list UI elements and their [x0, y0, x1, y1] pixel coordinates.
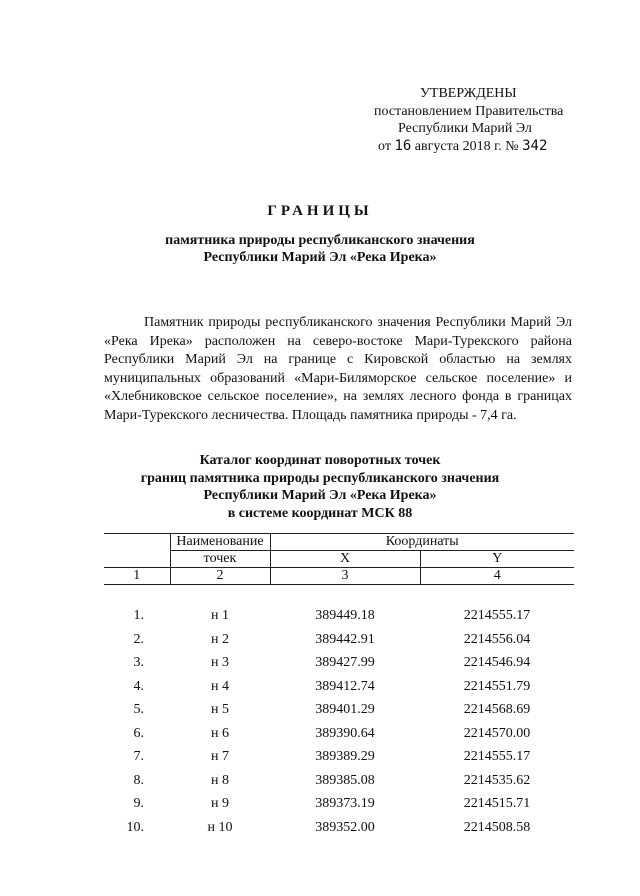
point-name: н 1	[211, 608, 229, 623]
catalog-line-4: в системе координат МСК 88	[227, 505, 413, 521]
row-index: 6.	[133, 725, 144, 741]
coord-y: 2214570.00	[463, 725, 531, 741]
coord-y: 2214508.58	[463, 819, 531, 835]
header-y: Y	[420, 551, 574, 568]
document-number: 342	[522, 137, 548, 154]
coord-y: 2214555.17	[463, 608, 531, 623]
table-row	[104, 632, 574, 656]
col-number-3: 3	[270, 568, 420, 585]
coord-y: 2214568.69	[463, 702, 531, 717]
table-row	[104, 796, 574, 820]
table-row	[104, 608, 574, 632]
subtitle-line-2: Республики Марий Эл «Река Ирека»	[203, 250, 437, 265]
approval-resolution: постановлением Правительства	[374, 103, 564, 119]
coord-y: 2214535.62	[463, 772, 531, 788]
col-number-2: 2	[170, 568, 270, 585]
point-name: н 5	[211, 702, 229, 717]
coord-y: 2214551.79	[463, 678, 531, 694]
row-index: 10.	[126, 819, 144, 835]
col-number-1: 1	[104, 568, 170, 585]
point-name: н 6	[211, 725, 229, 741]
approval-republic: Республики Марий Эл	[398, 121, 532, 136]
catalog-line-2: границ памятника природы республиканского значения	[140, 470, 500, 486]
header-coordinates: Координаты	[270, 534, 574, 551]
coord-y: 2214546.94	[463, 655, 531, 670]
approval-date-line	[360, 138, 610, 156]
point-name: н 2	[211, 631, 229, 647]
date-rest: августа 2018 г. №	[414, 138, 519, 154]
document-title: ГРАНИЦЫ	[267, 203, 373, 219]
table-row	[104, 749, 574, 773]
coord-x: 389442.91	[315, 631, 375, 647]
point-name: н 7	[211, 749, 229, 764]
coord-y: 2214515.71	[463, 796, 531, 811]
table-row	[104, 820, 574, 844]
subtitle-line-1: памятника природы республиканского значения	[165, 233, 475, 248]
point-name: н 9	[211, 796, 229, 811]
table-row	[104, 679, 574, 703]
coord-x: 389352.00	[315, 819, 375, 835]
row-index: 4.	[133, 678, 144, 694]
row-index: 5.	[133, 702, 144, 717]
approval-title: УТВЕРЖДЕНЫ	[420, 86, 517, 101]
coordinates-table-header	[104, 533, 574, 585]
description-paragraph: Памятник природы республиканского значения Республики Марий Эл «Река Ирека» расположен на северо-востоке Мари-Турекского района Республики Марий Эл на границе с Кировской областью на землях муниципальных образований «Мари-Биляморское сельское поселение» и «Хлебниковское сельское поселение», на землях лесного фонда в границах Мари-Турекского лесничества. Площадь памятника природы - 7,4 га.	[104, 315, 572, 423]
coord-x: 389373.19	[315, 796, 375, 811]
row-index: 2.	[133, 631, 144, 647]
point-name: н 3	[211, 655, 229, 670]
coord-x: 389401.29	[315, 702, 375, 717]
header-name-line-2: точек	[170, 551, 270, 568]
row-index: 3.	[133, 655, 144, 670]
header-name-line-1: Наименование	[170, 534, 270, 551]
date-day: 16	[394, 137, 412, 154]
coord-y: 2214555.17	[463, 749, 531, 764]
document-subtitle	[0, 232, 640, 266]
header-empty-cell	[104, 534, 170, 568]
row-index: 1.	[133, 608, 144, 623]
point-name: н 8	[211, 772, 229, 788]
point-name: н 4	[211, 678, 229, 694]
table-row	[104, 702, 574, 726]
coord-x: 389390.64	[315, 725, 375, 741]
catalog-line-3: Республики Марий Эл «Река Ирека»	[203, 488, 437, 503]
row-index: 7.	[133, 749, 144, 764]
header-x: X	[270, 551, 420, 568]
table-row	[104, 726, 574, 750]
row-index: 8.	[133, 772, 144, 788]
coord-x: 389427.99	[315, 655, 375, 670]
row-index: 9.	[133, 796, 144, 811]
coordinates-table-body	[104, 608, 574, 843]
coord-x: 389389.29	[315, 749, 375, 764]
catalog-line-1: Каталог координат поворотных точек	[199, 453, 441, 468]
col-number-4: 4	[420, 568, 574, 585]
coord-x: 389412.74	[315, 678, 375, 694]
coord-y: 2214556.04	[463, 631, 531, 647]
table-row	[104, 655, 574, 679]
date-prefix: от	[378, 138, 391, 154]
coord-x: 389385.08	[315, 772, 375, 788]
point-name: н 10	[207, 819, 233, 835]
catalog-heading	[0, 452, 640, 522]
coord-x: 389449.18	[315, 608, 375, 623]
approval-block	[360, 85, 610, 155]
table-row	[104, 773, 574, 797]
